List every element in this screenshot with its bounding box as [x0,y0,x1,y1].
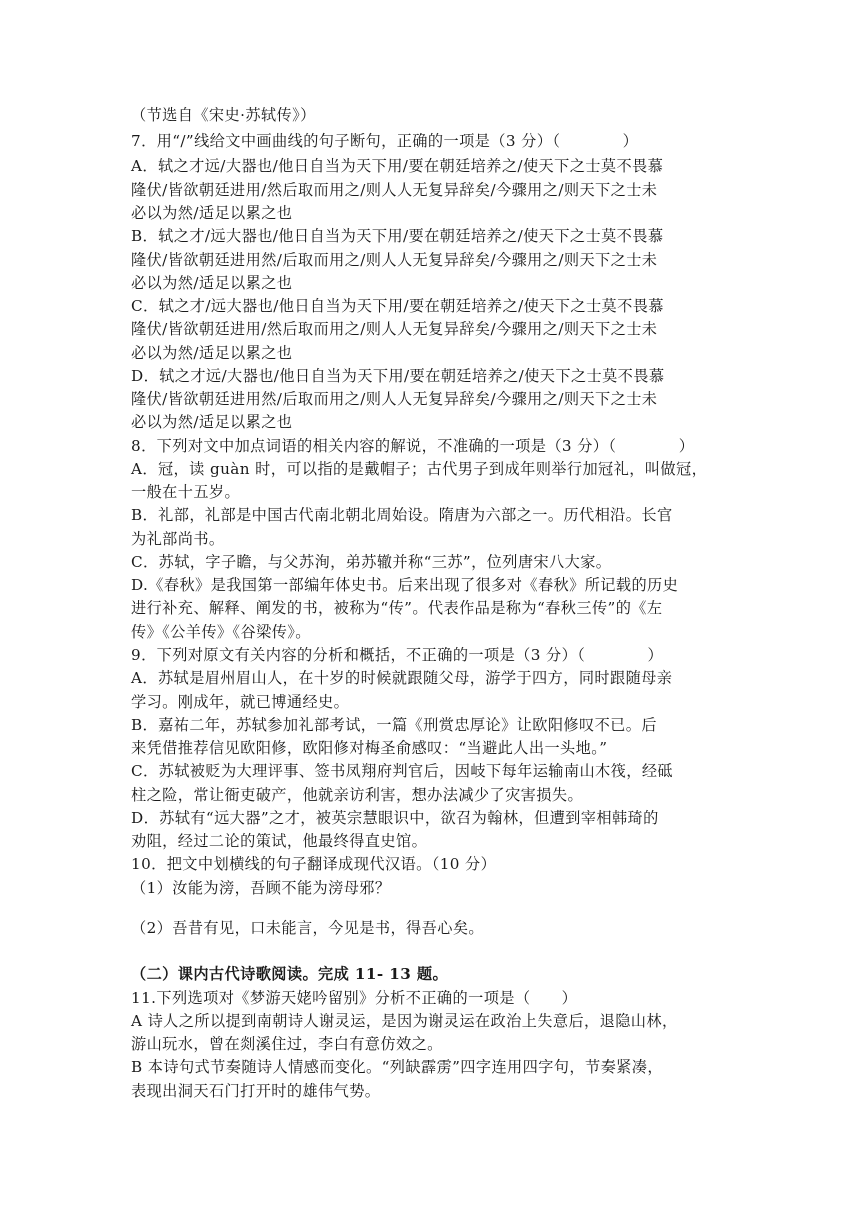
q8-option-b: 为礼部尚书。 [131,530,225,548]
q7-option-a: 隆伏/皆欲朝廷进用/然后取而用之/则人人无复异辞矣/今骤用之/则天下之士未 [131,181,658,199]
source-note: （节选自《宋史·苏轼传》） [131,106,316,124]
q8-option-d: D.《春秋》是我国第一部编年体史书。后来出现了很多对《春秋》所记载的历史 [131,576,679,594]
q10-sentence-2: （2）吾昔有见，口未能言，今见是书，得吾心矣。 [131,919,484,937]
q7-option-d: 隆伏/皆欲朝廷进用然/后取而用之/则人人无复异辞矣/今骤用之/则天下之士未 [131,390,658,408]
q9-option-c: C．苏轼被贬为大理评事、签书凤翔府判官后，因岐下每年运输南山木筏，经砥 [131,762,673,780]
q9-option-d: 劝阻，经过二论的策试，他最终得直史馆。 [131,832,428,850]
q8-option-a: A．冠，读 guàn 时，可以指的是戴帽子；古代男子到成年则举行加冠礼，叫做冠， [131,460,708,478]
q7-option-b: 必以为然/适足以累之也 [131,274,293,292]
q11-option-b: 表现出洞天石门打开时的雄伟气势。 [131,1082,381,1100]
q7-option-d: 必以为然/适足以累之也 [131,413,293,431]
q8-option-d: 传》《公羊传》《谷梁传》。 [131,623,311,641]
question-11-stem: 11.下列选项对《梦游天姥吟留别》分析不正确的一项是（ ） [131,989,578,1007]
q11-option-a: 游山玩水，曾在剡溪住过，李白有意仿效之。 [131,1035,443,1053]
q10-sentence-1: （1）汝能为滂，吾顾不能为滂母邪？ [131,879,391,897]
q7-option-a: A．轼之才远/大器也/他日自当为天下用/要在朝廷培养之/使天下之士莫不畏慕 [131,157,664,175]
q8-option-a: 一般在十五岁。 [131,483,241,501]
question-8-stem: 8．下列对文中加点词语的相关内容的解说，不准确的一项是（3 分）（ ） [131,437,695,455]
question-7-stem: 7．用“/”线给文中画曲线的句子断句，正确的一项是（3 分）（ ） [131,132,639,150]
q8-option-d: 进行补充、解释、阐发的书，被称为“传”。代表作品是称为“春秋三传”的《左 [131,599,663,617]
q9-option-b: 来凭借推荐信见欧阳修，欧阳修对梅圣俞感叹：“当避此人出一头地。” [131,739,608,757]
q9-option-d: D．苏轼有“远大器”之才，被英宗慧眼识中，欲召为翰林，但遭到宰相韩琦的 [131,809,659,827]
q9-option-c: 柱之险，常让衙吏破产，他就亲访利害，想办法减少了灾害损失。 [131,786,584,804]
q11-option-a: A 诗人之所以提到南朝诗人谢灵运，是因为谢灵运在政治上失意后，退隐山林， [131,1012,678,1030]
section-heading: （二）课内古代诗歌阅读。完成 11- 13 题。 [131,965,449,983]
q9-option-a: 学习。刚成年，就已博通经史。 [131,693,350,711]
question-10-stem: 10．把文中划横线的句子翻译成现代汉语。（10 分） [131,855,497,873]
q11-option-b: B 本诗句式节奏随诗人情感而变化。“列缺霹雳”四字连用四字句，节奏紧凑， [131,1058,663,1076]
question-9-stem: 9．下列对原文有关内容的分析和概括，不正确的一项是（3 分）（ ） [131,646,664,664]
q9-option-b: B．嘉祐二年，苏轼参加礼部考试，一篇《刑赏忠厚论》让欧阳修叹不已。后 [131,716,657,734]
q7-option-c: C．轼之才/远大器也/他日自当为天下用/要在朝廷培养之/使天下之士莫不畏慕 [131,297,664,315]
q7-option-b: 隆伏/皆欲朝廷进用然/后取而用之/则人人无复异辞矣/今骤用之/则天下之士未 [131,251,658,269]
q8-option-c: C．苏轼，字子瞻，与父苏洵，弟苏辙并称“三苏”，位列唐宋八大家。 [131,553,612,571]
q9-option-a: A．苏轼是眉州眉山人，在十岁的时候就跟随父母，游学于四方，同时跟随母亲 [131,669,673,687]
q7-option-c: 隆伏/皆欲朝廷进用/然后取而用之/则人人无复异辞矣/今骤用之/则天下之士未 [131,320,658,338]
q7-option-a: 必以为然/适足以累之也 [131,204,293,222]
q8-option-b: B．礼部，礼部是中国古代南北朝北周始设。隋唐为六部之一。历代相沿。长官 [131,506,673,524]
q7-option-b: B．轼之才/远大器也/他日自当为天下用/要在朝廷培养之/使天下之士莫不畏慕 [131,227,664,245]
q7-option-d: D．轼之才远/大器也/他日自当为天下用/要在朝廷培养之/使天下之士莫不畏慕 [131,367,665,385]
q7-option-c: 必以为然/适足以累之也 [131,344,293,362]
